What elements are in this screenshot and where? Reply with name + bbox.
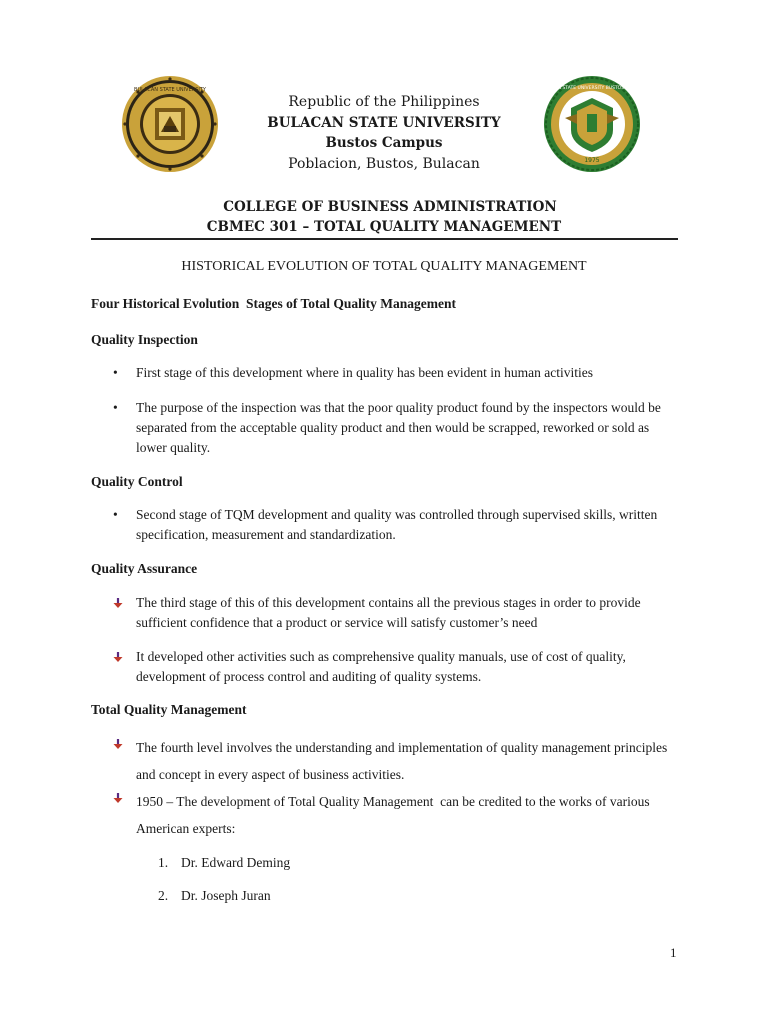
numbered-item-text: Dr. Edward Deming [181,855,291,870]
header-campus: Bustos Campus [325,135,443,151]
right-logo-ring-text: BULACAN STATE UNIVERSITY BUSTOS CAMPUS [543,86,641,91]
header-divider [91,238,678,240]
page-number: 1 [670,945,677,960]
header-republic: Republic of the Philippines [288,94,480,110]
right-logo-year: 1975 [584,157,600,164]
arrow-bullet-icon [112,597,124,609]
numbered-item-index: 2. [158,888,169,903]
arrow-bullet-icon [112,738,124,750]
bullet-glyph: • [113,400,118,415]
section-heading-quality-inspection: Quality Inspection [91,332,198,347]
list-item: 1950 – The development of Total Quality Management can be credited to the works of various American experts: [136,794,653,836]
document-title: HISTORICAL EVOLUTION OF TOTAL QUALITY MANAGEMENT [181,259,587,274]
arrow-bullet-icon [112,651,124,663]
list-item: It developed other activities such as comprehensive quality manuals, use of cost of quality, development of process control and auditing of quality systems. [136,649,626,684]
document-subtitle: Four Historical Evolution Stages of Total Quality Management [91,296,457,311]
numbered-item-index: 1. [158,855,169,870]
bullet-glyph: • [113,365,118,380]
arrow-bullet-icon [112,792,124,804]
section-heading-quality-control: Quality Control [91,474,183,489]
list-item: The purpose of the inspection was that the poor quality product found by the inspectors would be separated from the acceptable quality product and then would be scrapped, reworked or sold as lower quality. [136,400,661,455]
list-item: The fourth level involves the understanding and implementation of quality management principles and concept in every aspect of business activities. [136,740,668,782]
section-heading-total-quality-management: Total Quality Management [91,702,247,717]
bullet-glyph: • [113,507,118,522]
list-item: The third stage of this of this development contains all the previous stages in order to provide sufficient confidence that a product or service will satisfy customer’s need [136,595,641,630]
section-heading-quality-assurance: Quality Assurance [91,561,198,576]
list-item: Second stage of TQM development and quality was controlled through supervised skills, written specification, measurement and standardization. [136,507,658,542]
header-address: Poblacion, Bustos, Bulacan [288,156,480,172]
left-logo-ring-text: BULACAN STATE UNIVERSITY [134,87,206,93]
college-name: COLLEGE OF BUSINESS ADMINISTRATION [223,199,557,215]
list-item: First stage of this development where in quality has been evident in human activities [136,365,594,380]
header-university: BULACAN STATE UNIVERSITY [267,115,501,131]
course-title: CBMEC 301 – TOTAL QUALITY MANAGEMENT [206,219,562,235]
numbered-item-text: Dr. Joseph Juran [181,888,271,903]
